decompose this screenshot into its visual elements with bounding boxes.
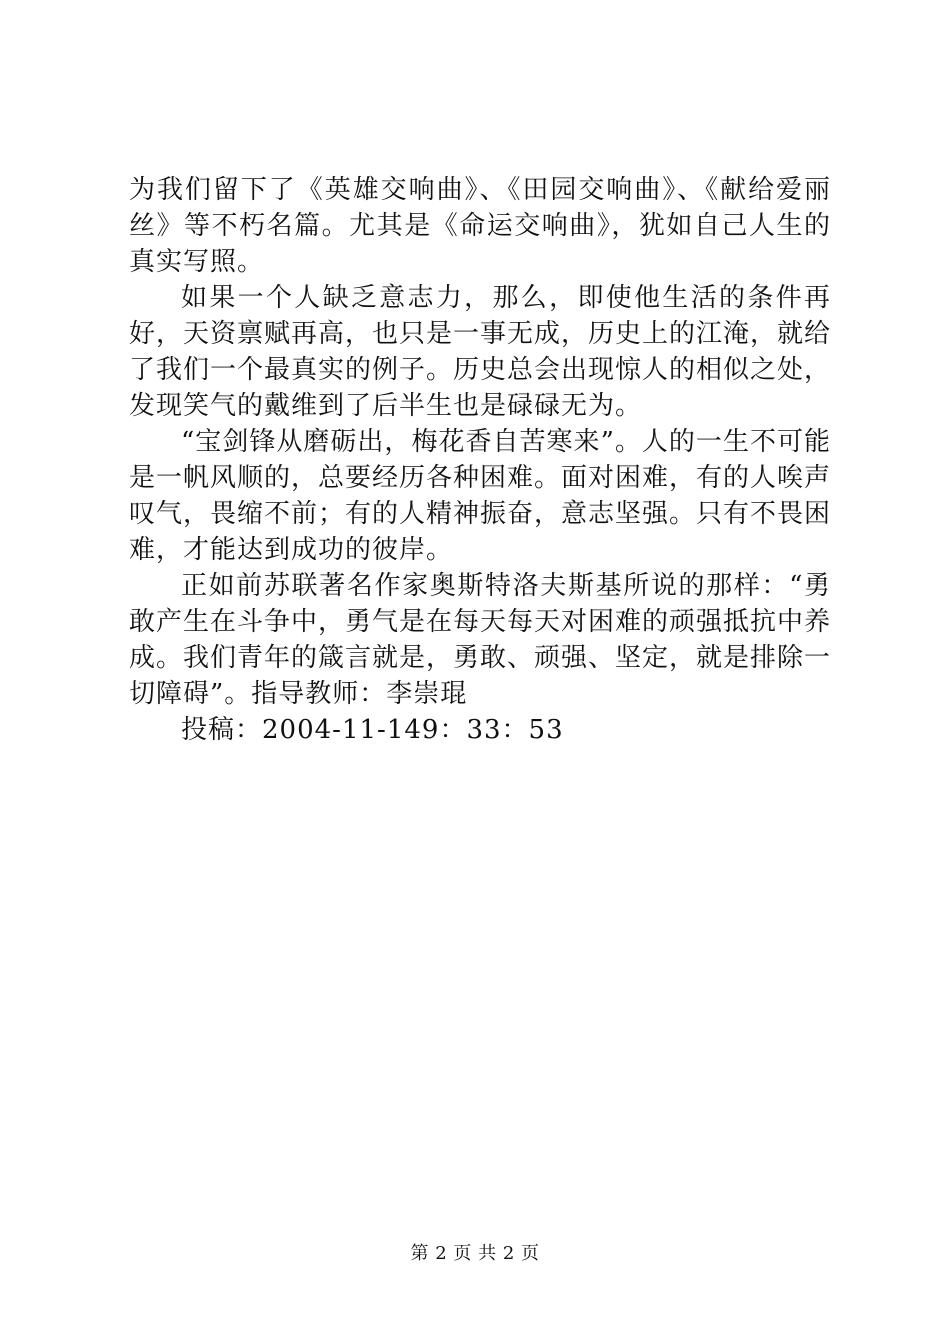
paragraph-3: “宝剑锋从磨砺出，梅花香自苦寒来”。人的一生不可能是一帆风顺的，总要经历各种困难。面对困难，有的人唉声叹气，畏缩不前；有的人精神振奋，意志坚强。只有不畏困难，才能达到成功的彼岸。 (129, 427, 832, 565)
paragraph-4: 正如前苏联著名作家奥斯特洛夫斯基所说的那样：“勇敢产生在斗争中，勇气是在每天每天对困难的顽强抵抗中养成。我们青年的箴言就是，勇敢、顽强、坚定，就是排除一切障碍”。指导教师：李崇琨 (129, 571, 832, 709)
page-footer (0, 1242, 950, 1266)
paragraph-submission-time: 投稿：2004-11-149：33：53 (181, 715, 564, 745)
paragraph-2: 如果一个人缺乏意志力，那么，即使他生活的条件再好，天资禀赋再高，也只是一事无成，历史上的江淹，就给了我们一个最真实的例子。历史总会出现惊人的相似之处，发现笑气的戴维到了后半生也是碌碌无为。 (129, 283, 832, 421)
page-number-label: 第 2 页 共 2 页 (410, 1243, 540, 1264)
paragraph-1: 为我们留下了《英雄交响曲》、《田园交响曲》、《献给爱丽丝》等不朽名篇。尤其是《命运交响曲》，犹如自己人生的真实写照。 (129, 175, 831, 277)
document-body (129, 172, 831, 748)
